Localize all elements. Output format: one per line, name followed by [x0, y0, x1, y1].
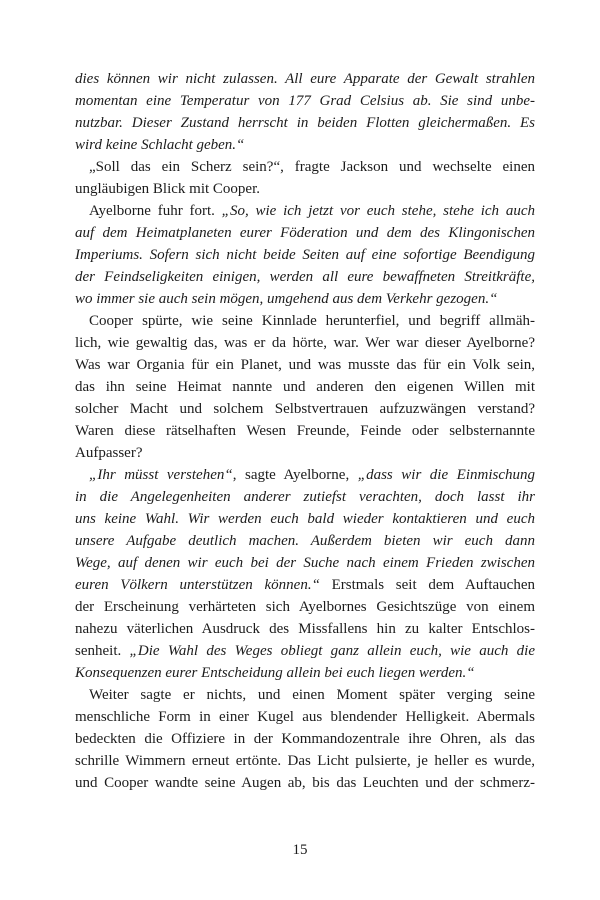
- italic-text-segment: „Die Wahl des Weges obliegt ganz allein euch, wie auch die: [129, 643, 535, 659]
- paragraph: [75, 68, 535, 156]
- text-line: [75, 486, 535, 508]
- text-segment: Waren diese rätselhaften Wesen Freunde, Feinde oder selbsternannte: [75, 423, 535, 439]
- text-line: [75, 266, 535, 288]
- italic-text-segment: auf dem Heimatplaneten eurer Föderation und dem des Klingonischen: [75, 225, 535, 241]
- text-block: [75, 68, 535, 794]
- text-line: [75, 464, 535, 486]
- text-segment: das ihn seine Heimat nannte und anderen den eigenen Willen mit: [75, 379, 535, 395]
- text-line: [75, 684, 535, 706]
- text-line: [75, 156, 535, 178]
- italic-text-segment: momentan eine Temperatur von 177 Grad Celsius ab. Sie sind unbe-: [75, 93, 535, 109]
- italic-text-segment: nutzbar. Dieser Zustand herrscht in beiden Flotten gleichermaßen. Es: [75, 115, 535, 131]
- italic-text-segment: wo immer sie auch sein mögen, umgehend aus dem Verkehr gezogen.“: [75, 291, 498, 307]
- italic-text-segment: „dass wir die Einmischung: [357, 467, 535, 483]
- text-segment: und Cooper wandte seine Augen ab, bis das Leuchten und der schmerz-: [75, 775, 535, 791]
- text-line: [75, 376, 535, 398]
- text-line: [75, 68, 535, 90]
- text-segment: Aufpasser?: [75, 445, 143, 461]
- italic-text-segment: „Ihr müsst verstehen“: [89, 467, 233, 483]
- text-line: [75, 332, 535, 354]
- text-line: [75, 398, 535, 420]
- text-line: [75, 288, 535, 310]
- paragraph: [75, 200, 535, 310]
- text-segment: Cooper spürte, wie seine Kinnlade herunterfiel, und begriff allmäh-: [89, 313, 535, 329]
- text-segment: solcher Macht und solchem Selbstvertrauen aufzuzwängen verstand?: [75, 401, 535, 417]
- text-segment: menschliche Form in einer Kugel aus blendender Helligkeit. Abermals: [75, 709, 535, 725]
- text-segment: senheit.: [75, 643, 130, 659]
- text-line: [75, 178, 535, 200]
- text-segment: Erstmals seit dem Auftauchen: [319, 577, 535, 593]
- text-line: [75, 640, 535, 662]
- text-segment: der Erscheinung verhärteten sich Ayelbornes Gesichtszüge von einem: [75, 599, 535, 615]
- italic-text-segment: „So, wie ich jetzt vor euch stehe, stehe ich auch: [221, 203, 535, 219]
- text-segment: nahezu väterlichen Ausdruck des Missfallens hin zu kalter Entschlos-: [75, 621, 535, 637]
- text-line: [75, 772, 535, 794]
- text-line: [75, 662, 535, 684]
- italic-text-segment: in die Angelegenheiten anderer zutiefst verachten, doch lasst ihr: [75, 489, 535, 505]
- text-line: [75, 574, 535, 596]
- page-number: 15: [292, 842, 308, 858]
- italic-text-segment: Wege, auf denen wir euch bei der Suche nach einem Frieden zwischen: [75, 555, 535, 571]
- text-line: [75, 530, 535, 552]
- text-line: [75, 442, 535, 464]
- text-line: [75, 134, 535, 156]
- paragraph: [75, 310, 535, 464]
- paragraph: [75, 156, 535, 200]
- text-segment: Ayelborne fuhr fort.: [89, 203, 222, 219]
- italic-text-segment: Konsequenzen eurer Entscheidung allein bei euch liegen werden.“: [75, 665, 475, 681]
- text-line: [75, 200, 535, 222]
- text-line: [75, 310, 535, 332]
- italic-text-segment: wird keine Schlacht geben.“: [75, 137, 245, 153]
- text-line: [75, 90, 535, 112]
- text-line: [75, 222, 535, 244]
- text-segment: , sagte Ayelborne,: [232, 467, 358, 483]
- text-line: [75, 750, 535, 772]
- text-line: [75, 552, 535, 574]
- paragraph: [75, 684, 535, 794]
- italic-text-segment: dies können wir nicht zulassen. All eure Apparate der Gewalt strahlen: [75, 71, 535, 87]
- italic-text-segment: unsere Aufgabe deutlich machen. Außerdem bieten wir euch dann: [75, 533, 535, 549]
- text-segment: Was war Organia für ein Planet, und was musste das für ein Volk sein,: [75, 357, 535, 373]
- text-segment: Weiter sagte er nichts, und einen Moment später verging seine: [89, 687, 535, 703]
- italic-text-segment: der Feindseligkeiten einigen, werden all eure bewaffneten Streitkräfte,: [75, 269, 535, 285]
- text-line: [75, 706, 535, 728]
- text-segment: lich, wie gewaltig das, was er da hörte, war. Wer war dieser Ayelborne?: [75, 335, 535, 351]
- text-line: [75, 618, 535, 640]
- text-line: [75, 728, 535, 750]
- text-segment: ungläubigen Blick mit Cooper.: [75, 181, 260, 197]
- text-segment: schrille Wimmern erneut ertönte. Das Licht pulsierte, je heller es wurde,: [75, 753, 535, 769]
- italic-text-segment: uns keine Wahl. Wir werden euch bald wieder kontaktieren und euch: [75, 511, 535, 527]
- text-line: [75, 244, 535, 266]
- text-line: [75, 112, 535, 134]
- text-line: [75, 354, 535, 376]
- text-line: [75, 420, 535, 442]
- paragraph: [75, 464, 535, 684]
- text-line: [75, 508, 535, 530]
- text-segment: bedeckten die Offiziere in der Kommandozentrale ihre Ohren, als das: [75, 731, 535, 747]
- text-segment: „Soll das ein Scherz sein?“, fragte Jackson und wechselte einen: [89, 159, 535, 175]
- text-line: [75, 596, 535, 618]
- italic-text-segment: Imperiums. Sofern sich nicht beide Seiten auf eine sofortige Beendigung: [75, 247, 535, 263]
- italic-text-segment: euren Völkern unterstützen können.“: [75, 577, 320, 593]
